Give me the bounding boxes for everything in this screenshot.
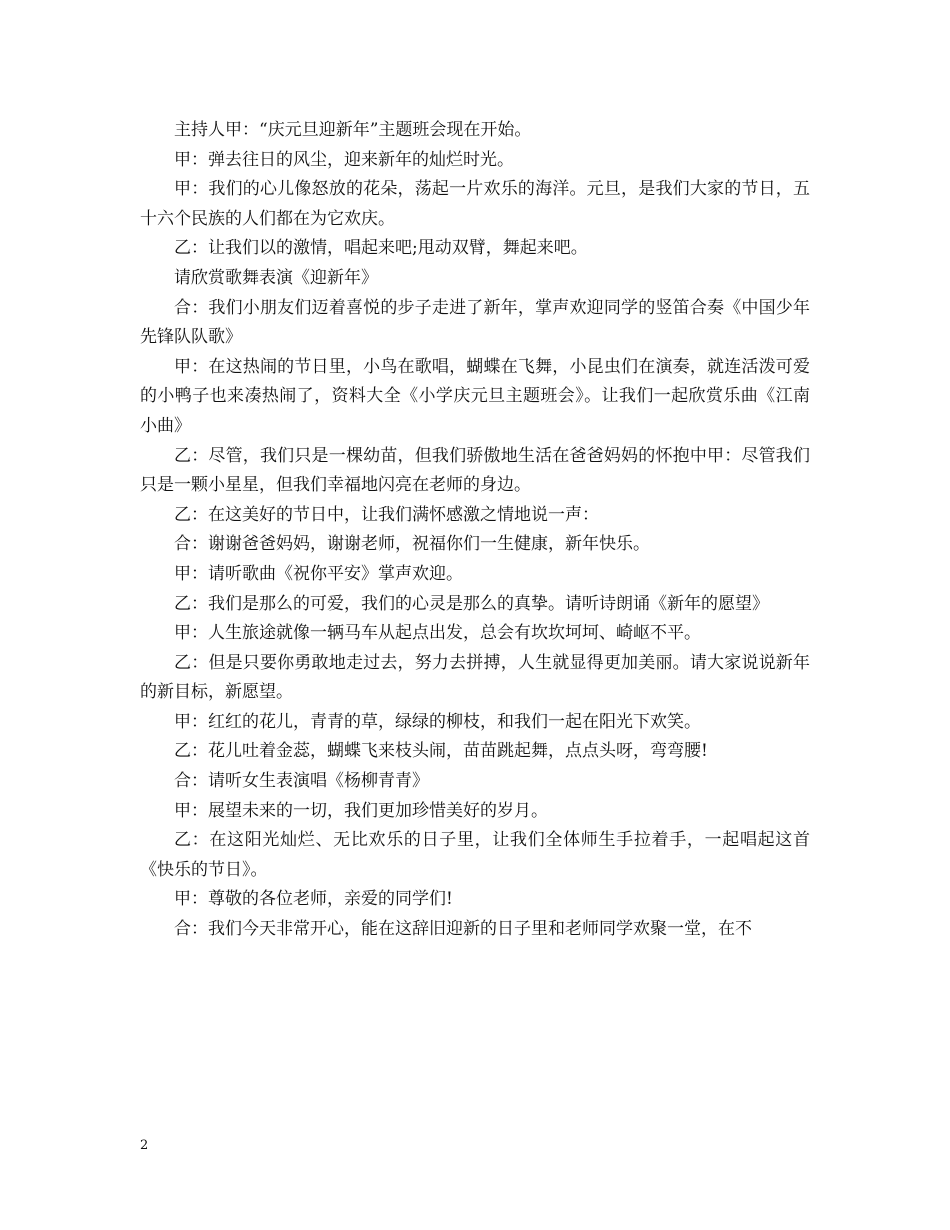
paragraph: 乙：在这美好的节日中，让我们满怀感激之情地说一声： [174, 504, 599, 525]
paragraph: 甲：我们的心儿像怒放的花朵，荡起一片欢乐的海洋。元旦，是我们大家的节日，五十六个民族的人们都在为它欢庆。 [140, 179, 810, 229]
document-body [140, 116, 810, 945]
paragraph: 合：请听女生表演唱《杨柳青青》 [174, 771, 429, 792]
paragraph: 甲：请听歌曲《祝你平安》掌声欢迎。 [174, 563, 463, 584]
paragraph: 甲：在这热闹的节日里，小鸟在歌唱，蝴蝶在飞舞，小昆虫们在演奏，就连活泼可爱的小鸭子也来凑热闹了，资料大全《小学庆元旦主题班会》。让我们一起欣赏乐曲《江南小曲》 [140, 356, 810, 436]
paragraph: 甲：尊敬的各位老师，亲爱的同学们! [174, 889, 453, 910]
paragraph: 甲：弹去往日的风尘，迎来新年的灿烂时光。 [174, 149, 514, 170]
paragraph-host-opening: 主持人甲：“庆元旦迎新年”主题班会现在开始。 [174, 120, 532, 140]
paragraph: 合：我们小朋友们迈着喜悦的步子走进了新年，掌声欢迎同学的竖笛合奏《中国少年先锋队队歌》 [140, 297, 810, 348]
paragraph: 乙：我们是那么的可爱，我们的心灵是那么的真挚。请听诗朗诵《新年的愿望》 [174, 593, 769, 614]
paragraph: 甲：展望未来的一切，我们更加珍惜美好的岁月。 [174, 800, 548, 821]
paragraph: 合：我们今天非常开心，能在这辞旧迎新的日子里和老师同学欢聚一堂，在不 [174, 919, 752, 940]
paragraph: 请欣赏歌舞表演《迎新年》 [174, 267, 378, 288]
paragraph: 乙：尽管，我们只是一棵幼苗，但我们骄傲地生活在爸爸妈妈的怀抱中甲：尽管我们只是一颗小星星，但我们幸福地闪亮在老师的身边。 [140, 445, 810, 496]
paragraph: 乙：让我们以的激情，唱起来吧;甩动双臂，舞起来吧。 [174, 238, 588, 259]
page-number: 2 [140, 1138, 149, 1153]
paragraph: 甲：人生旅途就像一辆马车从起点出发，总会有坎坎坷坷、崎岖不平。 [174, 623, 701, 644]
paragraph: 甲：红红的花儿，青青的草，绿绿的柳枝，和我们一起在阳光下欢笑。 [174, 711, 701, 732]
paragraph: 乙：但是只要你勇敢地走过去，努力去拼搏，人生就显得更加美丽。请大家说说新年的新目标，新愿望。 [140, 652, 810, 703]
paragraph: 乙：花儿吐着金蕊，蝴蝶飞来枝头闹，苗苗跳起舞，点点头呀，弯弯腰! [174, 741, 708, 762]
paragraph: 合：谢谢爸爸妈妈，谢谢老师，祝福你们一生健康，新年快乐。 [174, 534, 650, 555]
paragraph: 乙：在这阳光灿烂、无比欢乐的日子里，让我们全体师生手拉着手，一起唱起这首《快乐的节日》。 [140, 830, 810, 880]
